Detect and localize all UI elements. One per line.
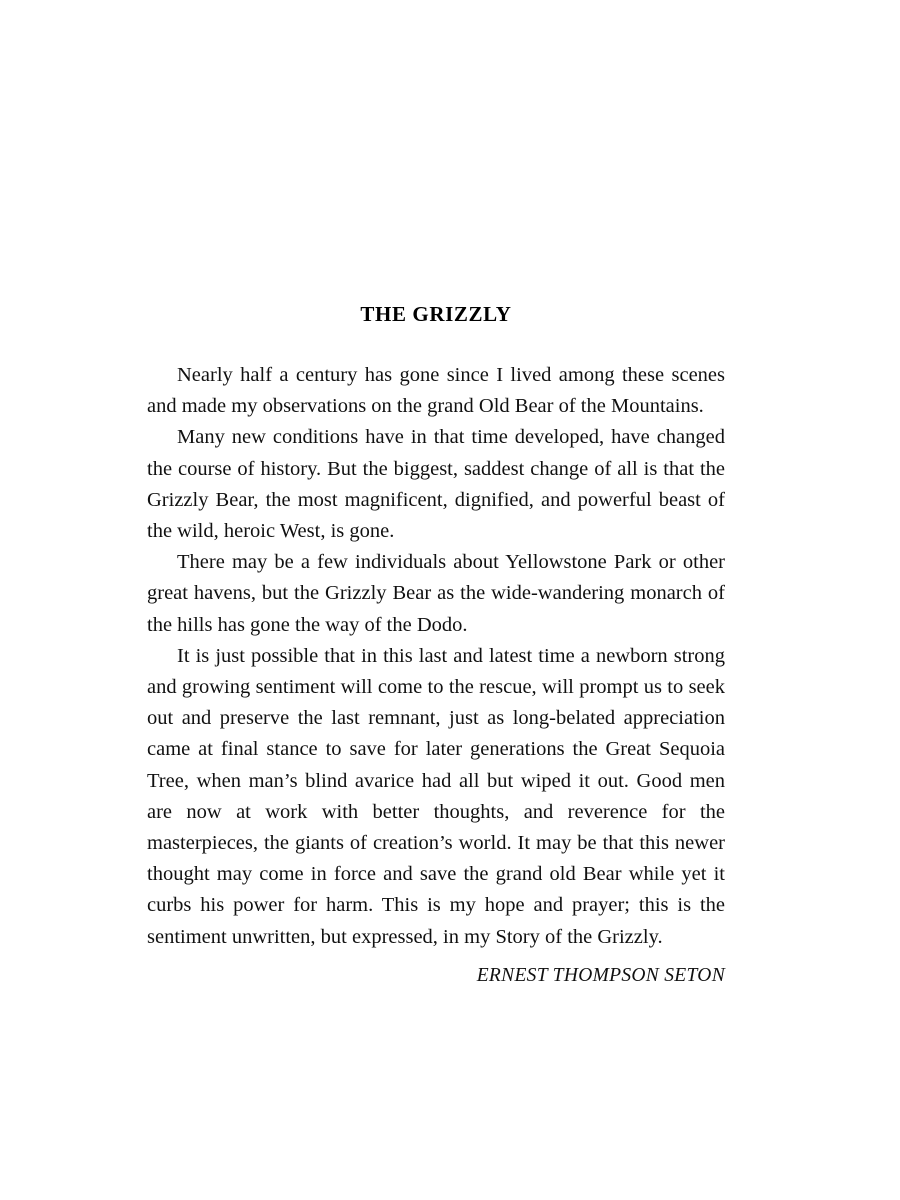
author-signature: ERNEST THOMPSON SETON <box>476 964 725 986</box>
body-paragraph-4: It is just possible that in this last and latest time a newborn strong and growing sentiment will come to the rescue, will prompt us to seek out and preserve the last remnant, just as long-belated appreciation came at final stance to save for later generations the Great Sequoia Tree, when man’s blind avarice had all but wiped it out. Good men are now at work with better thoughts, and reverence for the masterpieces, the giants of creation’s world. It may be that this newer thought may come in force and save the grand old Bear while yet it curbs his power for harm. This is my hope and prayer; this is the sentiment unwritten, but expressed, in my Story of the Grizzly. <box>147 644 725 948</box>
chapter-title: THE GRIZZLY <box>360 302 512 326</box>
body-paragraph-2: Many new conditions have in that time developed, have changed the course of history. But the biggest, saddest change of all is that the Grizzly Bear, the most magnificent, dignified, and powerful beast of the wild, heroic West, is gone. <box>147 426 725 543</box>
body-paragraph-1: Nearly half a century has gone since I lived among these scenes and made my observations on the grand Old Bear of the Mountains. <box>147 364 725 418</box>
body-paragraph-3: There may be a few individuals about Yellowstone Park or other great havens, but the Grizzly Bear as the wide-wandering monarch of the hills has gone the way of the Dodo. <box>147 551 725 636</box>
chapter-text-block <box>147 300 725 991</box>
